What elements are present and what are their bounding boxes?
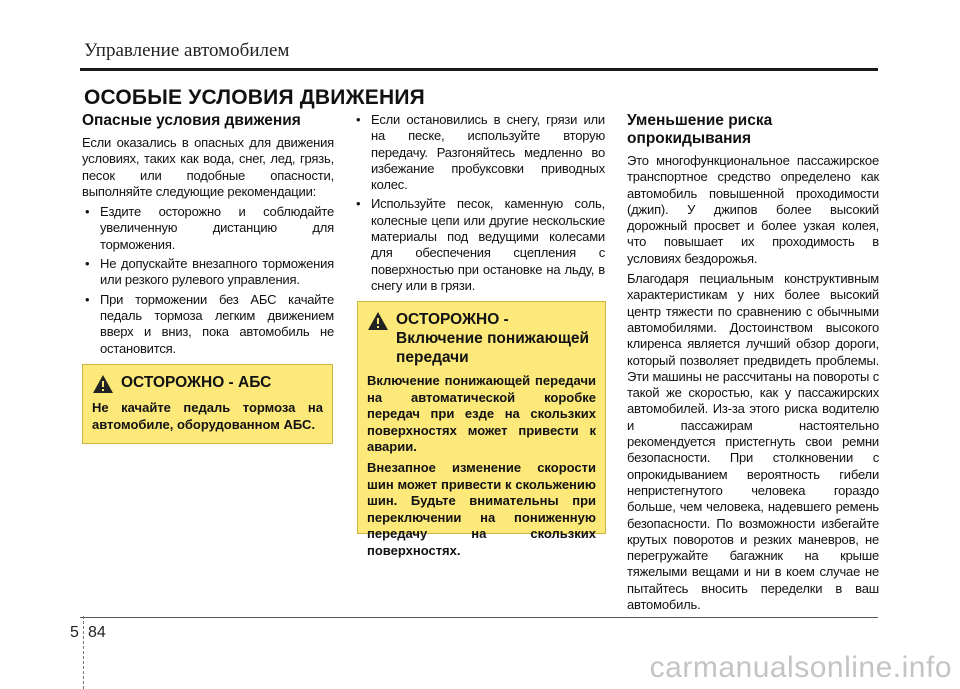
column-3	[627, 112, 879, 617]
column-2	[353, 112, 605, 298]
hazard-list	[82, 204, 334, 357]
traction-list	[353, 112, 605, 294]
chapter-number: 5	[70, 624, 79, 641]
warning-title: ОСТОРОЖНО - АБС	[121, 374, 272, 391]
warning-text: Включение понижающей передачи на автоматической коробке передач при езде на скользких поверхностях может привести к аварии.	[367, 373, 596, 455]
warning-text: Внезапное изменение скорости шин может привести к скольжению шин. Будьте внимательны при переключении на пониженную передачу на скользких поверхностях.	[367, 459, 596, 558]
hazard-intro: Если оказались в опасных для движения условиях, таких как вода, снег, лед, грязь, песок или подобные опасности, выполняйте следующие рекомендации:	[82, 135, 334, 199]
rollover-para-2: Благодаря пециальным конструктивным характеристикам у них более высокий центр тяжести по сравнению с обычными автомобилями. Достоинством высокого клиренса является лучший обзор дороги, который позволяет предвидеть проблемы. Эти машины не рассчитаны на повороты с такой же скоростью, как у пассажирских автомобилей. Из-за этого риска водителю и пассажирам настоятельно рекомендуется пристегнуть свои ремни безопасности. При столкновении с опрокидыванием вероятность гибели непристегнутого человека гораздо больше, чем человека, надевшего ремень безопасности. По возможности избегайте крутых поворотов и резких маневров, не перегружайте багажник на крыше тяжелыми вещами и ни в коем случае не пытайтесь вносить переделки в ваш автомобиль.	[627, 271, 879, 613]
warning-box-downshift	[357, 301, 606, 558]
list-item: • При торможении без АБС качайте педаль тормоза легким движением вверх и вниз, пока автомобиль не остановится.	[85, 291, 334, 356]
list-item: • Не допускайте внезапного торможения или резкого рулевого управления.	[85, 256, 334, 288]
warning-text: Не качайте педаль тормоза на автомобиле, оборудованном АБС.	[92, 400, 323, 432]
rollover-heading: Уменьшение риска опрокидывания	[627, 112, 773, 147]
section-title: ОСОБЫЕ УСЛОВИЯ ДВИЖЕНИЯ	[84, 86, 425, 109]
footer-rule	[80, 617, 878, 618]
warning-box-abs	[82, 364, 333, 444]
page-header-title: Управление автомобилем	[84, 40, 290, 61]
column-1	[82, 112, 334, 361]
list-item: • Если остановились в снегу, грязи или на песке, используйте вторую передачу. Разгоняйтесь медленно во избежание пробуксовки приводных колес.	[356, 112, 605, 193]
header-rule	[80, 68, 878, 71]
hazard-heading: Опасные условия движения	[82, 112, 301, 129]
footer-divider	[83, 616, 84, 689]
list-item: • Ездите осторожно и соблюдайте увеличенную дистанцию для торможения.	[85, 204, 334, 252]
rollover-para-1: Это многофункциональное пассажирское транспортное средство определено как автомобиль повышенной проходимости (джип). У джипов более высокий дорожный просвет и более узкая колея, что повышает их проходимость в условиях бездорожья.	[627, 153, 879, 266]
list-item: • Используйте песок, каменную соль, колесные цепи или другие нескольские материалы под ведущими колесами для обеспечения сцепления с поверхностью при остановке на льду, в снегу или в грязи.	[356, 196, 605, 293]
watermark: carmanualsonline.info	[649, 651, 952, 684]
page-number: 84	[88, 624, 106, 641]
warning-triangle-icon	[92, 374, 114, 394]
warning-triangle-icon	[367, 311, 389, 331]
warning-title: ОСТОРОЖНО - Включение понижающей передачи	[396, 311, 590, 366]
